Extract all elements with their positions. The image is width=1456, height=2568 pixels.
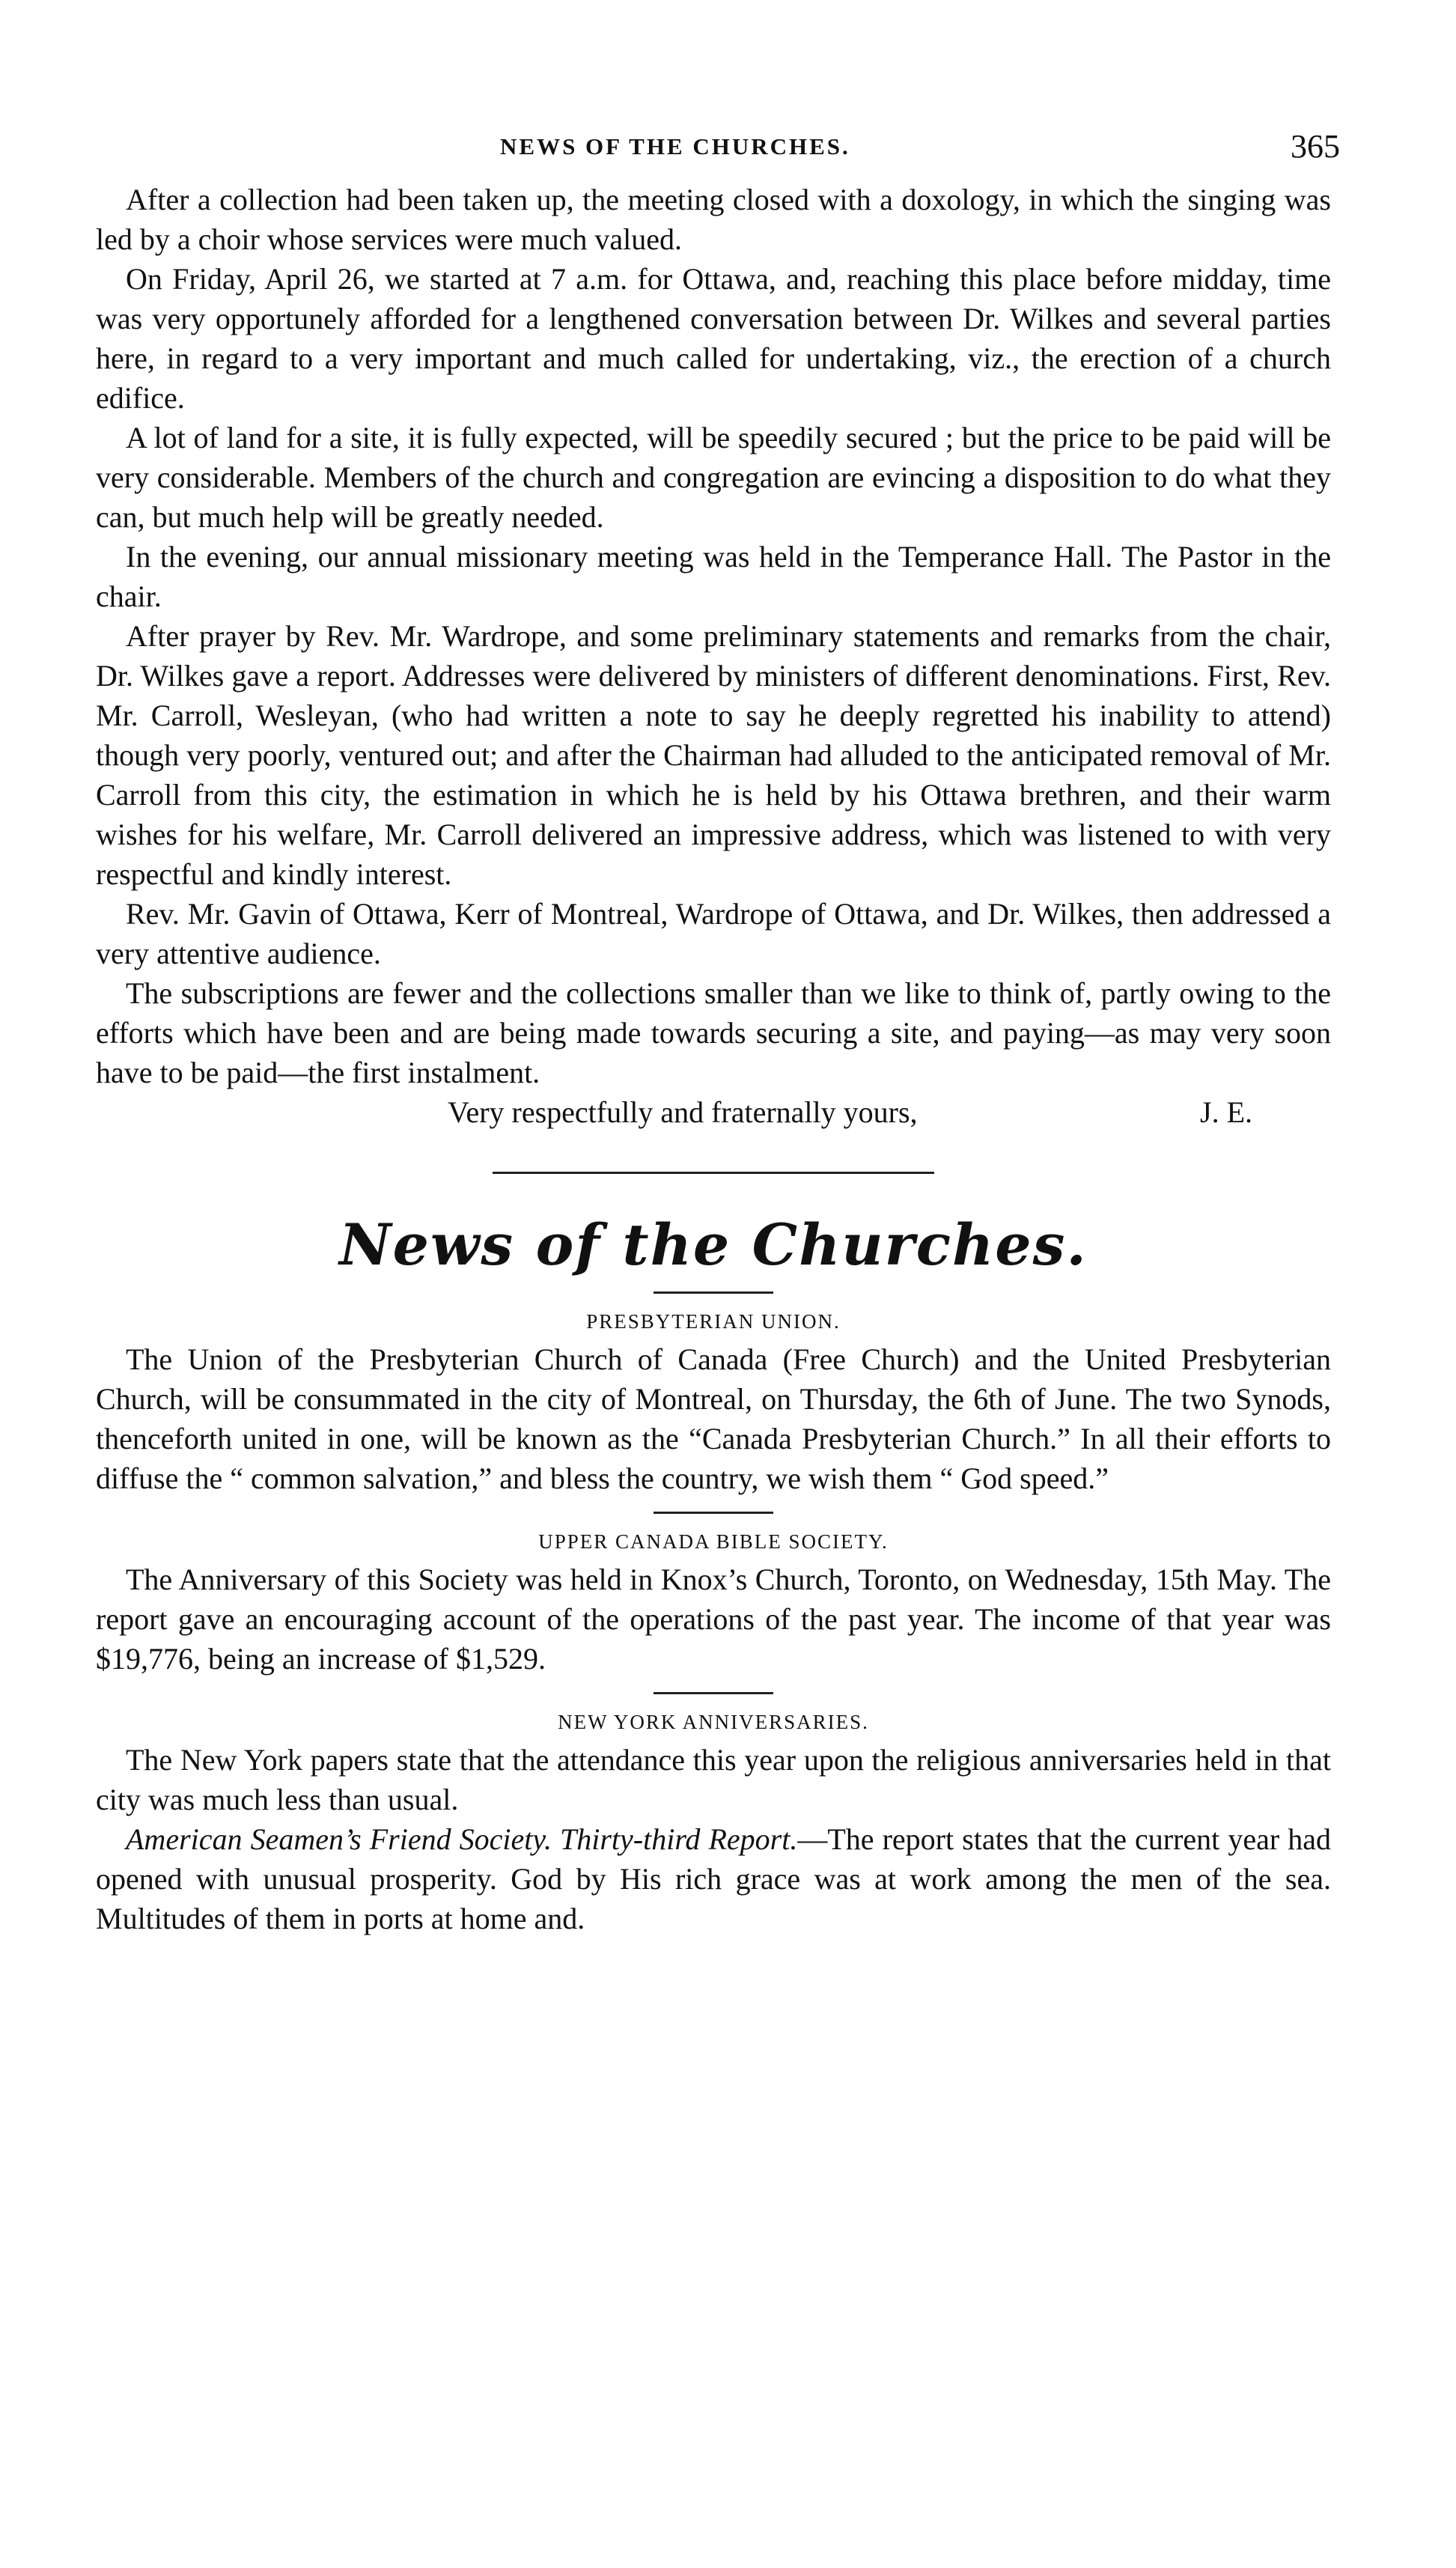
section-title: News of the Churches. [339,1211,1088,1278]
article-paragraph: The New York papers state that the attendance this year upon the religious anniversaries held in that city was much less than usual. [96,1743,1331,1816]
article-heading: PRESBYTERIAN UNION. [586,1310,841,1333]
report-paragraph [96,1819,1331,1938]
letter-signoff [96,1092,1331,1134]
closing-line: Very respectfully and fraternally yours, [448,1095,918,1129]
letter-paragraph: The subscriptions are fewer and the collections smaller than we like to think of, partly owing to the efforts which have been and are being made towards securing a site, and paying—as may very soon have to be paid—the first instalment. [96,976,1331,1089]
section-divider [493,1172,934,1174]
signature-initials: J. E. [1200,1095,1252,1129]
report-text: —The report states that the current year had opened with unusual prosperity. God by His rich grace was at work among the men of the sea. Multitudes of them in ports at home and. [96,1822,1331,1935]
article-divider [654,1512,773,1514]
article-paragraph: The Anniversary of this Society was held in Knox’s Church, Toronto, on Wednesday, 15th May. The report gave an encouraging account of the operations of the past year. The income of that year was $19,776, being an increase of $1,529. [96,1563,1331,1676]
ny-anniversaries-article [96,1711,1331,1938]
article-paragraph: The Union of the Presbyterian Church of Canada (Free Church) and the United Presbyterian Church, will be consummated in the city of Montreal, on Thursday, the 6th of June. The two Synods, thenceforth united in one, will be known as the “Canada Presbyterian Church.” In all their efforts to diffuse the “ common salvation,” and bless the country, we wish them “ God speed.” [96,1342,1331,1495]
title-rule [654,1291,773,1294]
running-head: NEWS OF THE CHURCHES. [500,133,850,159]
letter-paragraph: A lot of land for a site, it is fully expected, will be speedily secured ; but the price to be paid will be very considerable. Members of the church and congregation are evincing a disposition to do what they can, but much help will be greatly needed. [96,421,1331,534]
bible-society-article [96,1530,1331,1679]
letter-body [96,180,1331,1092]
letter-paragraph: In the evening, our annual missionary meeting was held in the Temperance Hall. The Pastor in the chair. [96,540,1331,613]
page-number: 365 [1291,128,1340,165]
article-heading: NEW YORK ANNIVERSARIES. [558,1711,869,1733]
letter-paragraph: After a collection had been taken up, the meeting closed with a doxology, in which the singing was led by a choir whose services were much valued. [96,183,1331,256]
presbyterian-union-article [96,1310,1331,1498]
page [96,127,1340,1938]
page-header [96,127,1340,180]
letter-paragraph: After prayer by Rev. Mr. Wardrope, and some preliminary statements and remarks from the chair, Dr. Wilkes gave a report. Addresses were delivered by ministers of different denominations. First, Rev. Mr. Carroll, Wesleyan, (who had written a note to say he deeply regretted his inability to attend) though very poorly, ventured out; and after the Chairman had alluded to the anticipated removal of Mr. Carroll from this city, the estimation in which he is held by his Ottawa brethren, and their warm wishes for his welfare, Mr. Carroll delivered an impressive address, which was listened to with very respectful and kindly interest. [96,619,1331,891]
report-title: American Seamen’s Friend Society. Thirty-third Report. [126,1822,798,1856]
article-heading: UPPER CANADA BIBLE SOCIETY. [538,1530,889,1553]
article-divider [654,1692,773,1694]
letter-paragraph: On Friday, April 26, we started at 7 a.m. for Ottawa, and, reaching this place before midday, time was very opportunely afforded for a lengthened conversation between Dr. Wilkes and several parties here, in regard to a very important and much called for undertaking, viz., the erection of a church edifice. [96,262,1331,415]
letter-paragraph: Rev. Mr. Gavin of Ottawa, Kerr of Montreal, Wardrope of Ottawa, and Dr. Wilkes, then addressed a very attentive audience. [96,897,1331,970]
